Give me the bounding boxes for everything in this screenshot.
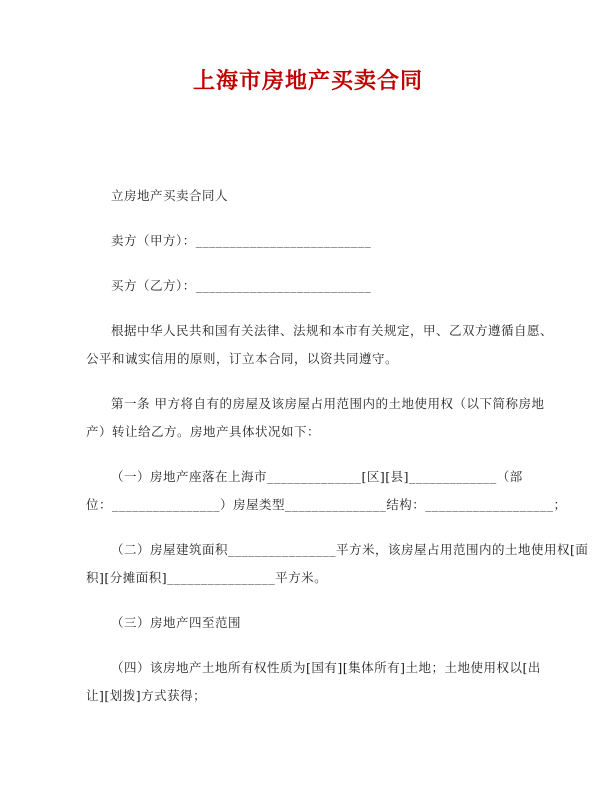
paragraph-legal-basis	[86, 317, 554, 373]
text-line: 积][分摊面积]________________平方米。	[86, 570, 328, 585]
text-line: 位：________________）房屋类型_______________结构：___________________；	[86, 497, 567, 512]
text-line: 公平和诚实信用的原则，订立本合同，以资共同遵守。	[86, 351, 399, 366]
clause-item-3	[86, 609, 530, 637]
text-line: 卖方（甲方）：__________________________	[111, 233, 372, 248]
buyer-party-line	[86, 272, 530, 300]
paragraph-article-1	[86, 390, 545, 446]
text-line: 根据中华人民共和国有关法律、法规和本市有关规定，甲、乙双方遵循自愿、	[111, 323, 554, 338]
document-title: 上海市房地产买卖合同	[192, 69, 423, 94]
text-line: 第一条 甲方将自有的房屋及该房屋占用范围内的土地使用权（以下简称房地	[111, 396, 545, 411]
text-line: （四）该房地产土地所有权性质为[国有][集体所有]土地；土地使用权以[出	[111, 660, 541, 675]
text-line: 让][划拨]方式获得；	[86, 688, 207, 703]
text-line: （三）房地产四至范围	[111, 615, 242, 630]
clause-item-1	[86, 463, 567, 519]
text-line: 产）转让给乙方。房地产具体状况如下：	[86, 424, 321, 439]
paragraph-preamble	[86, 182, 530, 210]
seller-party-line	[86, 227, 530, 255]
text-line: 买方（乙方）：__________________________	[111, 278, 372, 293]
clause-item-4	[86, 654, 541, 710]
text-line: （一）房地产座落在上海市______________[区][县]_____________（部	[111, 469, 523, 484]
text-line: （二）房屋建筑面积________________平方米，该房屋占用范围内的土地使用权[面	[111, 542, 589, 557]
clause-item-2	[86, 536, 589, 592]
text-line: 立房地产买卖合同人	[111, 188, 229, 203]
